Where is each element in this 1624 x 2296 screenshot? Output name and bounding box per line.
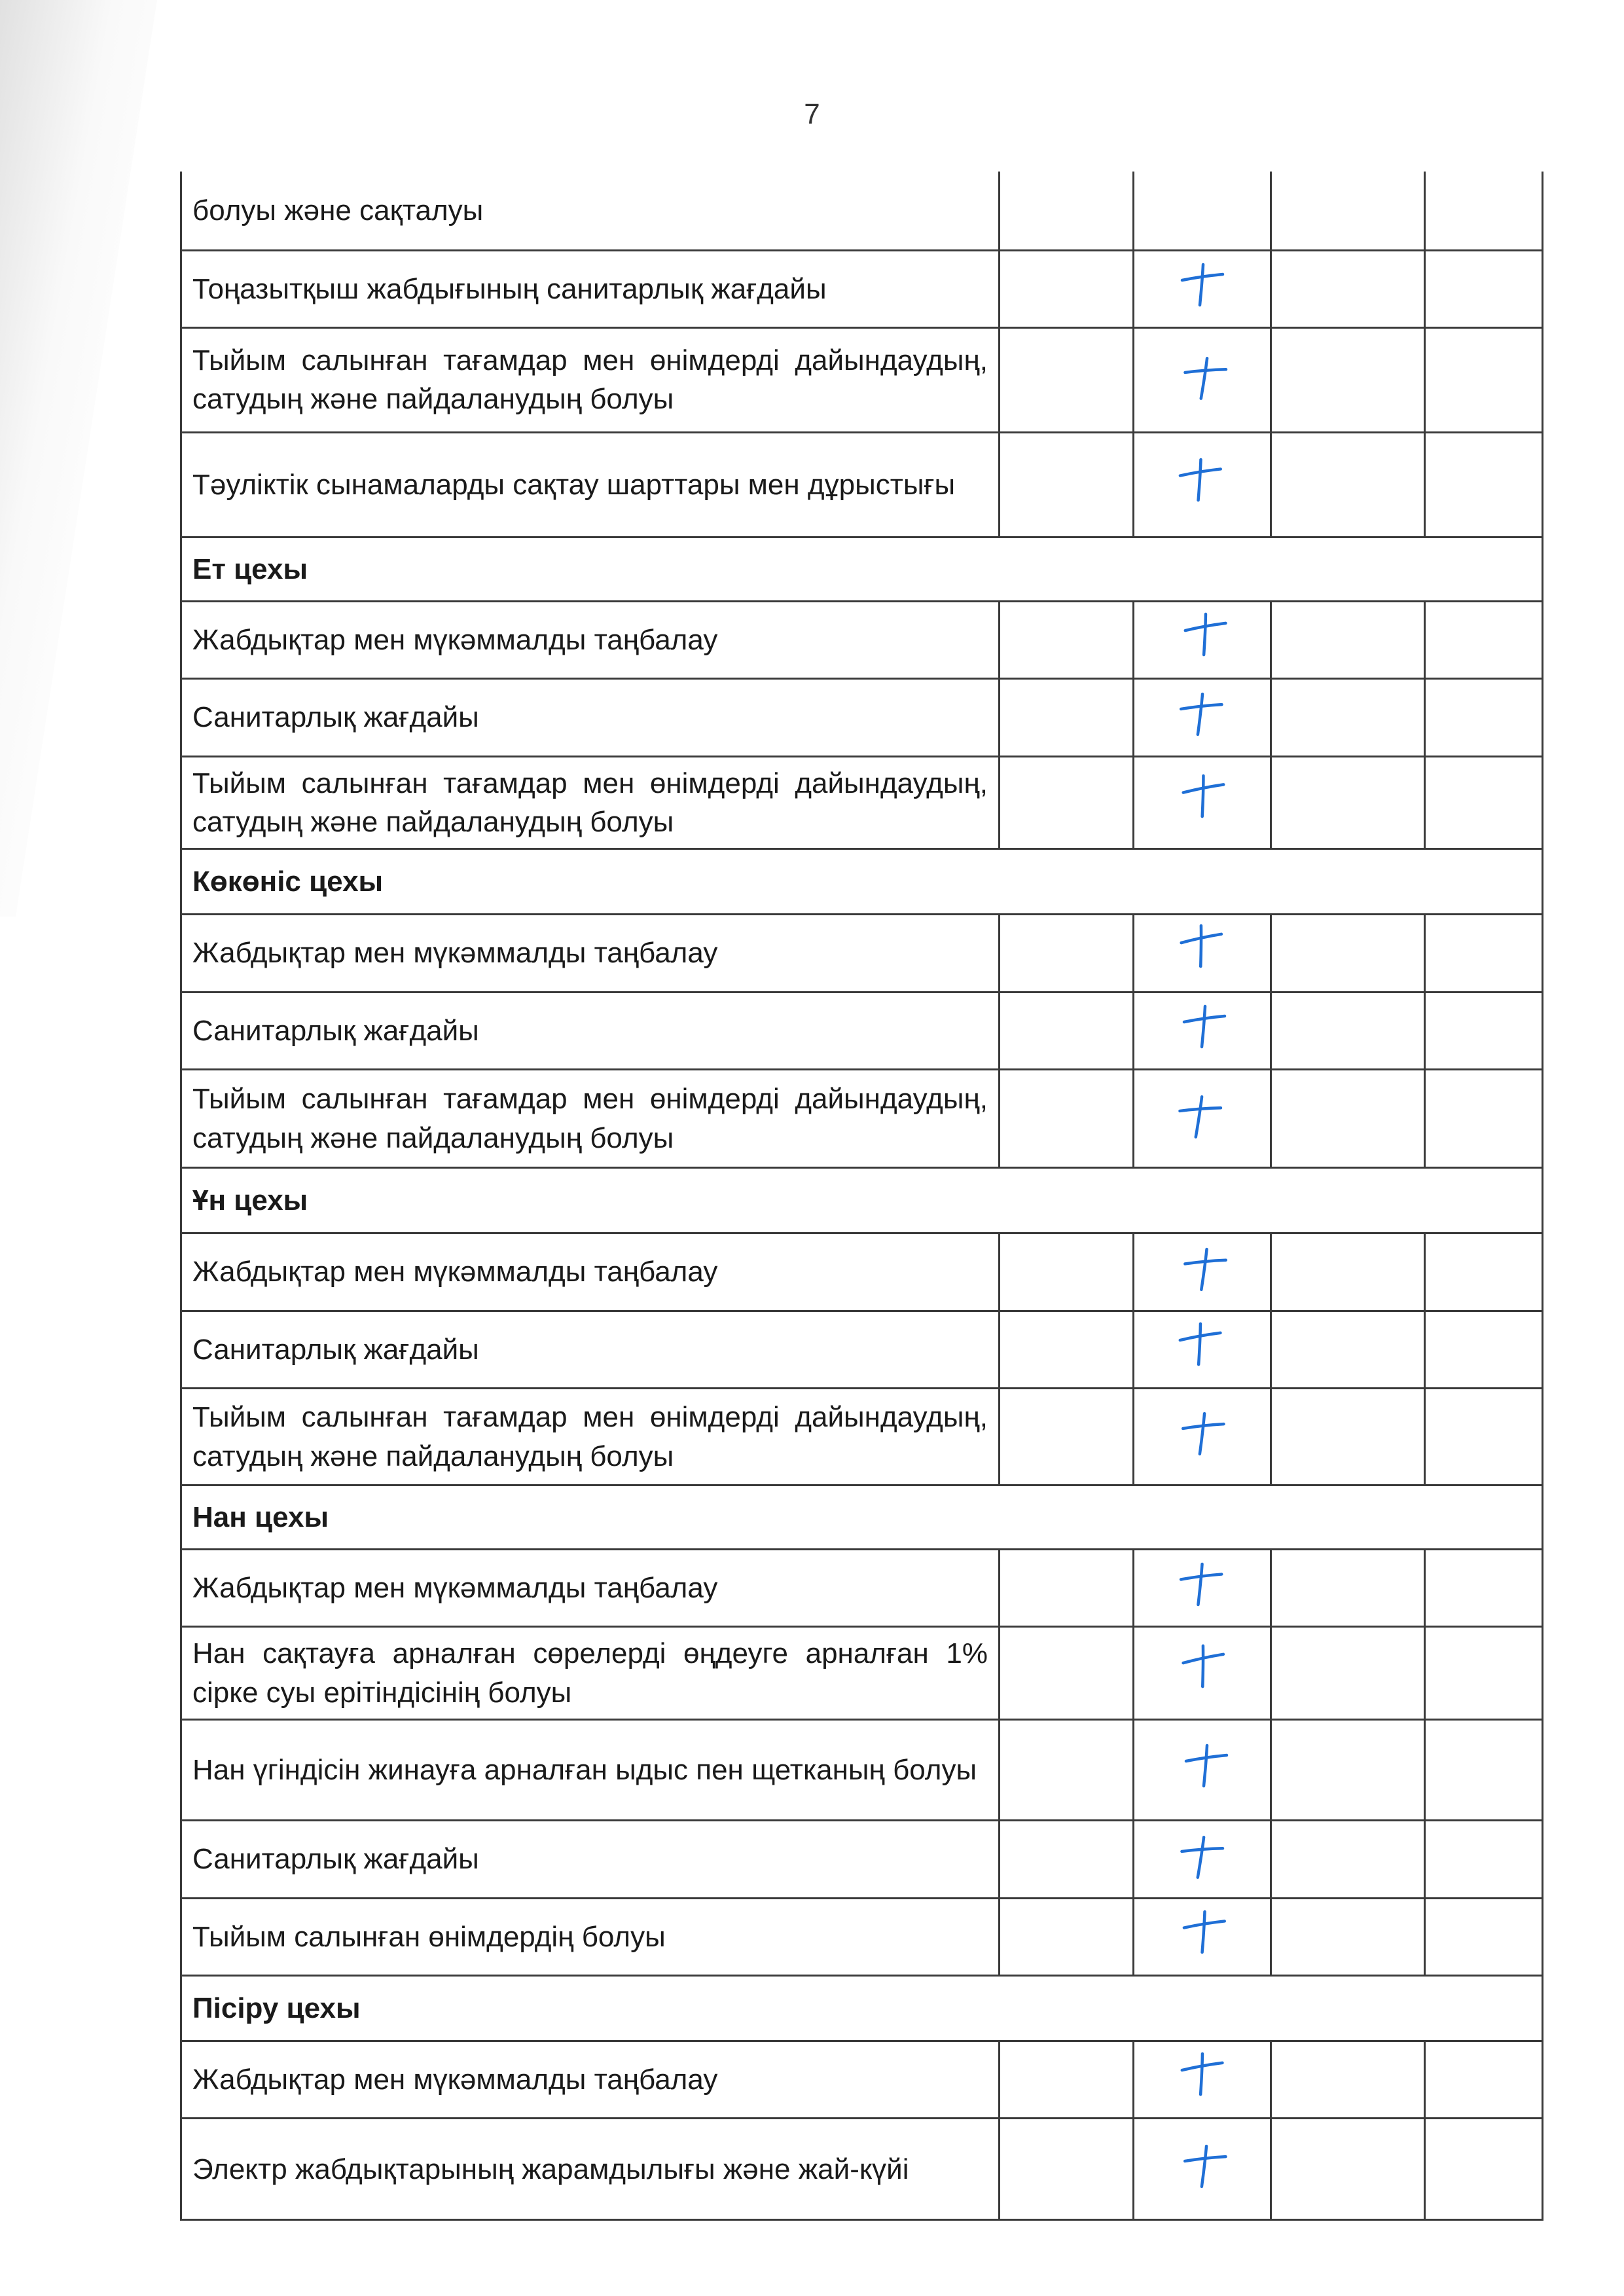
checklist-row bbox=[181, 1233, 1543, 1311]
empty-cell bbox=[1000, 2119, 1134, 2220]
empty-cell bbox=[1000, 1070, 1134, 1168]
requirement-text: Тыйым салынған тағамдар мен өнімдерді дайындаудың, сатудың және пайдаланудың болуы bbox=[181, 1070, 1000, 1168]
section-header-row bbox=[181, 1975, 1543, 2041]
checklist-row bbox=[181, 2119, 1543, 2220]
empty-cell bbox=[1425, 432, 1543, 537]
mark-cell bbox=[1134, 432, 1271, 537]
requirement-text: Тыйым салынған тағамдар мен өнімдерді дайындаудың, сатудың және пайдаланудың болуы bbox=[181, 327, 1000, 432]
empty-cell bbox=[1000, 2041, 1134, 2118]
empty-cell bbox=[1271, 1311, 1425, 1388]
requirement-text: Тыйым салынған өнімдердің болуы bbox=[181, 1898, 1000, 1975]
empty-cell bbox=[1000, 992, 1134, 1069]
empty-cell bbox=[1000, 1720, 1134, 1821]
handwritten-plus-mark bbox=[1176, 258, 1228, 310]
section-header-row bbox=[181, 537, 1543, 601]
mark-cell bbox=[1134, 1389, 1271, 1485]
checklist-row bbox=[181, 250, 1543, 327]
handwritten-plus-mark bbox=[1173, 1829, 1229, 1884]
requirement-text: Санитарлық жағдайы bbox=[181, 992, 1000, 1069]
checklist-row bbox=[181, 1550, 1543, 1627]
mark-cell bbox=[1134, 1627, 1271, 1720]
checklist-row bbox=[181, 1821, 1543, 1898]
requirement-text: Жабдықтар мен мүкәммалды таңбалау bbox=[181, 2041, 1000, 2118]
empty-cell bbox=[1000, 1627, 1134, 1720]
empty-cell bbox=[1000, 432, 1134, 537]
requirement-text: Тәуліктік сынамаларды сақтау шарттары мен дұрыстығы bbox=[181, 432, 1000, 537]
requirement-text: Санитарлық жағдайы bbox=[181, 679, 1000, 756]
empty-cell bbox=[1271, 432, 1425, 537]
requirement-text: Жабдықтар мен мүкәммалды таңбалау bbox=[181, 1550, 1000, 1627]
empty-cell bbox=[1271, 327, 1425, 432]
empty-cell bbox=[1425, 327, 1543, 432]
empty-cell bbox=[1271, 992, 1425, 1069]
handwritten-plus-mark bbox=[1175, 1406, 1229, 1460]
empty-cell bbox=[1271, 601, 1425, 678]
empty-cell bbox=[1425, 1627, 1543, 1720]
empty-cell bbox=[1425, 756, 1543, 849]
mark-cell bbox=[1134, 2119, 1271, 2220]
handwritten-plus-mark bbox=[1173, 687, 1227, 741]
empty-cell bbox=[1271, 1627, 1425, 1720]
mark-cell bbox=[1134, 1821, 1271, 1898]
handwritten-plus-mark bbox=[1174, 1557, 1227, 1610]
checklist-row bbox=[181, 432, 1543, 537]
handwritten-plus-mark bbox=[1175, 1637, 1231, 1693]
empty-cell bbox=[1425, 2119, 1543, 2220]
empty-cell bbox=[1271, 1550, 1425, 1627]
requirement-text: Жабдықтар мен мүкәммалды таңбалау bbox=[181, 915, 1000, 992]
empty-cell bbox=[1425, 1720, 1543, 1821]
empty-cell bbox=[1000, 1821, 1134, 1898]
empty-cell bbox=[1271, 172, 1425, 250]
empty-cell bbox=[1271, 1898, 1425, 1975]
empty-cell bbox=[1000, 1233, 1134, 1311]
empty-cell bbox=[1000, 679, 1134, 756]
handwritten-plus-mark bbox=[1176, 1241, 1231, 1296]
mark-cell bbox=[1134, 172, 1271, 250]
handwritten-plus-mark bbox=[1180, 1739, 1232, 1791]
mark-cell bbox=[1134, 915, 1271, 992]
empty-cell bbox=[1271, 2119, 1425, 2220]
empty-cell bbox=[1000, 601, 1134, 678]
empty-cell bbox=[1425, 1550, 1543, 1627]
empty-cell bbox=[1000, 1311, 1134, 1388]
empty-cell bbox=[1000, 915, 1134, 992]
mark-cell bbox=[1134, 1550, 1271, 1627]
requirement-text: Санитарлық жағдайы bbox=[181, 1821, 1000, 1898]
handwritten-plus-mark bbox=[1173, 452, 1226, 505]
empty-cell bbox=[1271, 756, 1425, 849]
checklist-row bbox=[181, 327, 1543, 432]
empty-cell bbox=[1000, 1550, 1134, 1627]
mark-cell bbox=[1134, 1070, 1271, 1168]
handwritten-plus-mark bbox=[1178, 1000, 1230, 1052]
mark-cell bbox=[1134, 601, 1271, 678]
empty-cell bbox=[1425, 915, 1543, 992]
handwritten-plus-mark bbox=[1177, 2138, 1231, 2193]
handwritten-plus-mark bbox=[1178, 607, 1232, 661]
section-title: Көкөніс цехы bbox=[181, 849, 1543, 915]
section-title: Ет цехы bbox=[181, 537, 1543, 601]
mark-cell bbox=[1134, 327, 1271, 432]
empty-cell bbox=[1425, 1070, 1543, 1168]
checklist-row bbox=[181, 1311, 1543, 1388]
empty-cell bbox=[1425, 1233, 1543, 1311]
requirement-text: Жабдықтар мен мүкәммалды таңбалау bbox=[181, 601, 1000, 678]
requirement-text: Тыйым салынған тағамдар мен өнімдерді дайындаудың, сатудың және пайдаланудың болуы bbox=[181, 1389, 1000, 1485]
empty-cell bbox=[1271, 1720, 1425, 1821]
empty-cell bbox=[1000, 327, 1134, 432]
mark-cell bbox=[1134, 1233, 1271, 1311]
mark-cell bbox=[1134, 756, 1271, 849]
empty-cell bbox=[1000, 172, 1134, 250]
handwritten-plus-mark bbox=[1177, 1904, 1230, 1958]
section-header-row bbox=[181, 1168, 1543, 1233]
empty-cell bbox=[1425, 1311, 1543, 1388]
empty-cell bbox=[1425, 172, 1543, 250]
requirement-text: Жабдықтар мен мүкәммалды таңбалау bbox=[181, 1233, 1000, 1311]
empty-cell bbox=[1271, 250, 1425, 327]
requirement-text: Санитарлық жағдайы bbox=[181, 1311, 1000, 1388]
checklist-row bbox=[181, 1070, 1543, 1168]
mark-cell bbox=[1134, 679, 1271, 756]
mark-cell bbox=[1134, 250, 1271, 327]
requirement-text: Нан үгіндісін жинауға арналған ыдыс пен щетканың болуы bbox=[181, 1720, 1000, 1821]
requirement-text: Тоңазытқыш жабдығының санитарлық жағдайы bbox=[181, 250, 1000, 327]
empty-cell bbox=[1425, 1898, 1543, 1975]
requirement-text: Электр жабдықтарының жарамдылығы және жай-күйі bbox=[181, 2119, 1000, 2220]
section-title: Ұн цехы bbox=[181, 1168, 1543, 1233]
handwritten-plus-mark bbox=[1175, 768, 1230, 823]
mark-cell bbox=[1134, 2041, 1271, 2118]
empty-cell bbox=[1000, 1898, 1134, 1975]
checklist-row bbox=[181, 2041, 1543, 2118]
handwritten-plus-mark bbox=[1173, 918, 1229, 974]
checklist-row bbox=[181, 1720, 1543, 1821]
checklist-row bbox=[181, 1389, 1543, 1485]
mark-cell bbox=[1134, 1898, 1271, 1975]
empty-cell bbox=[1000, 250, 1134, 327]
inspection-checklist-table bbox=[180, 172, 1543, 2221]
mark-cell bbox=[1134, 1720, 1271, 1821]
empty-cell bbox=[1271, 1070, 1425, 1168]
handwritten-plus-mark bbox=[1171, 1088, 1227, 1144]
checklist-row bbox=[181, 915, 1543, 992]
checklist-row bbox=[181, 1627, 1543, 1720]
scan-edge-shadow bbox=[0, 0, 157, 917]
section-title: Пісіру цехы bbox=[181, 1975, 1543, 2041]
empty-cell bbox=[1271, 1821, 1425, 1898]
checklist-row bbox=[181, 679, 1543, 756]
checklist-row bbox=[181, 172, 1543, 250]
section-header-row bbox=[181, 849, 1543, 915]
empty-cell bbox=[1000, 1389, 1134, 1485]
handwritten-plus-mark bbox=[1172, 1316, 1227, 1370]
empty-cell bbox=[1271, 915, 1425, 992]
handwritten-plus-mark bbox=[1174, 2047, 1229, 2101]
handwritten-plus-mark bbox=[1176, 350, 1232, 405]
mark-cell bbox=[1134, 1311, 1271, 1388]
empty-cell bbox=[1000, 756, 1134, 849]
section-title: Нан цехы bbox=[181, 1485, 1543, 1550]
checklist-row bbox=[181, 992, 1543, 1069]
empty-cell bbox=[1425, 601, 1543, 678]
empty-cell bbox=[1271, 1233, 1425, 1311]
requirement-text: Нан сақтауға арналған сөрелерді өңдеуге арналған 1% сірке суы ерітіндісінің болуы bbox=[181, 1627, 1000, 1720]
checklist-row bbox=[181, 601, 1543, 678]
empty-cell bbox=[1425, 1821, 1543, 1898]
requirement-text: болуы және сақталуы bbox=[181, 172, 1000, 250]
empty-cell bbox=[1425, 1389, 1543, 1485]
empty-cell bbox=[1271, 1389, 1425, 1485]
checklist-row bbox=[181, 1898, 1543, 1975]
empty-cell bbox=[1425, 992, 1543, 1069]
empty-cell bbox=[1425, 679, 1543, 756]
section-header-row bbox=[181, 1485, 1543, 1550]
empty-cell bbox=[1425, 250, 1543, 327]
empty-cell bbox=[1271, 679, 1425, 756]
checklist-row bbox=[181, 756, 1543, 849]
mark-cell bbox=[1134, 992, 1271, 1069]
page-number: 7 bbox=[804, 98, 820, 130]
requirement-text: Тыйым салынған тағамдар мен өнімдерді дайындаудың, сатудың және пайдаланудың болуы bbox=[181, 756, 1000, 849]
empty-cell bbox=[1425, 2041, 1543, 2118]
empty-cell bbox=[1271, 2041, 1425, 2118]
